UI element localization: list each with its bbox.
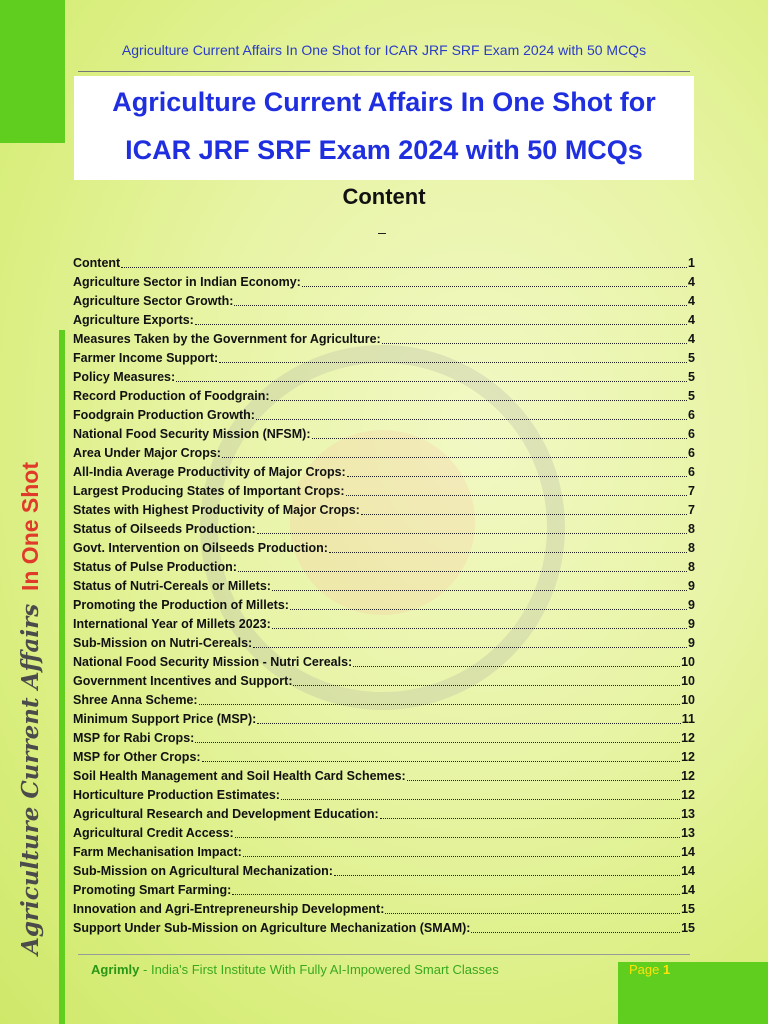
toc-dot-leader <box>235 825 680 838</box>
toc-entry-label: Agriculture Sector Growth: <box>73 294 234 308</box>
toc-entry-label: Status of Pulse Production: <box>73 560 237 574</box>
toc-dot-leader <box>199 692 681 705</box>
toc-entry[interactable] <box>73 634 695 653</box>
toc-entry-page: 14 <box>681 883 695 897</box>
toc-entry-label: MSP for Other Crops: <box>73 750 201 764</box>
toc-entry-label: Sub-Mission on Agricultural Mechanization: <box>73 864 333 878</box>
toc-entry[interactable] <box>73 843 695 862</box>
toc-dot-leader <box>256 407 687 420</box>
toc-entry-label: Record Production of Foodgrain: <box>73 389 270 403</box>
toc-entry[interactable] <box>73 558 695 577</box>
toc-dot-leader <box>329 540 687 553</box>
page-number <box>629 962 670 977</box>
toc-entry-page: 5 <box>688 389 695 403</box>
toc-entry-page: 9 <box>688 617 695 631</box>
toc-entry[interactable] <box>73 463 695 482</box>
toc-dot-leader <box>232 882 680 895</box>
toc-entry[interactable] <box>73 672 695 691</box>
page-label: Page <box>629 962 663 977</box>
toc-entry-page: 15 <box>681 921 695 935</box>
toc-entry-label: Largest Producing States of Important Crops: <box>73 484 345 498</box>
toc-entry-page: 14 <box>681 864 695 878</box>
toc-entry-label: Horticulture Production Estimates: <box>73 788 280 802</box>
toc-entry-label: Govt. Intervention on Oilseeds Production: <box>73 541 328 555</box>
toc-dot-leader <box>271 388 688 401</box>
toc-entry-label: Agriculture Exports: <box>73 313 194 327</box>
toc-entry-label: Agricultural Credit Access: <box>73 826 234 840</box>
toc-entry-page: 14 <box>681 845 695 859</box>
toc-entry-page: 11 <box>681 712 695 726</box>
toc-dot-leader <box>121 255 687 268</box>
toc-entry[interactable] <box>73 406 695 425</box>
toc-entry-page: 8 <box>688 560 695 574</box>
toc-dot-leader <box>382 331 687 344</box>
toc-entry-label: States with Highest Productivity of Major Crops: <box>73 503 360 517</box>
toc-dot-leader <box>361 502 687 515</box>
toc-dot-leader <box>312 426 688 439</box>
toc-dot-leader <box>380 806 680 819</box>
toc-entry-page: 13 <box>681 826 695 840</box>
toc-entry[interactable] <box>73 311 695 330</box>
toc-entry[interactable] <box>73 444 695 463</box>
footer-text <box>91 962 499 977</box>
toc-entry-page: 12 <box>681 788 695 802</box>
toc-entry-label: Content <box>73 256 121 270</box>
toc-dot-leader <box>176 369 687 382</box>
toc-entry-page: 4 <box>688 294 695 308</box>
toc-dot-leader <box>195 730 680 743</box>
footer-tagline: - India's First Institute With Fully AI-Impowered Smart Classes <box>139 962 499 977</box>
toc-entry[interactable] <box>73 805 695 824</box>
toc-entry-page: 5 <box>688 370 695 384</box>
toc-dot-leader <box>257 521 687 534</box>
toc-entry-label: Sub-Mission on Nutri-Cereals: <box>73 636 253 650</box>
toc-dot-leader <box>234 293 687 306</box>
toc-dot-leader <box>243 844 680 857</box>
toc-entry-page: 4 <box>688 332 695 346</box>
toc-entry-page: 10 <box>681 655 695 669</box>
toc-entry-page: 8 <box>688 522 695 536</box>
toc-dot-leader <box>272 616 687 629</box>
toc-entry-page: 12 <box>681 731 695 745</box>
page-number-value: 1 <box>662 962 671 977</box>
toc-entry-label: National Food Security Mission (NFSM): <box>73 427 311 441</box>
toc-dot-leader <box>293 673 680 686</box>
toc-entry-label: MSP for Rabi Crops: <box>73 731 195 745</box>
toc-entry-page: 1 <box>688 256 695 270</box>
toc-entry-label: Innovation and Agri-Entrepreneurship Development: <box>73 902 385 916</box>
toc-entry-page: 9 <box>688 598 695 612</box>
toc-entry[interactable] <box>73 824 695 843</box>
footer-divider <box>78 954 690 955</box>
toc-entry-label: Measures Taken by the Government for Agriculture: <box>73 332 381 346</box>
title-line-2: ICAR JRF SRF Exam 2024 with 50 MCQs <box>125 135 643 165</box>
toc-dot-leader <box>407 768 680 781</box>
toc-entry[interactable] <box>73 254 695 273</box>
toc-entry-page: 6 <box>688 408 695 422</box>
title-box <box>74 76 694 180</box>
toc-entry[interactable] <box>73 425 695 444</box>
toc-dot-leader <box>222 445 687 458</box>
toc-entry-label: All-India Average Productivity of Major Crops: <box>73 465 346 479</box>
toc-entry[interactable] <box>73 615 695 634</box>
toc-dot-leader <box>353 654 680 667</box>
side-banner-red-text: In One Shot <box>17 461 43 592</box>
toc-entry-page: 15 <box>681 902 695 916</box>
toc-entry[interactable] <box>73 387 695 406</box>
toc-entry[interactable] <box>73 577 695 596</box>
toc-entry[interactable] <box>73 881 695 900</box>
toc-dot-leader <box>202 749 681 762</box>
toc-entry[interactable] <box>73 292 695 311</box>
toc-entry-label: Agricultural Research and Development Education: <box>73 807 379 821</box>
toc-entry[interactable] <box>73 729 695 748</box>
toc-entry-label: Minimum Support Price (MSP): <box>73 712 257 726</box>
toc-entry[interactable] <box>73 501 695 520</box>
toc-entry[interactable] <box>73 919 695 938</box>
toc-entry-page: 12 <box>681 769 695 783</box>
green-side-bar <box>59 330 65 1024</box>
table-of-contents <box>73 254 695 938</box>
toc-entry[interactable] <box>73 862 695 881</box>
toc-entry-label: Status of Nutri-Cereals or Millets: <box>73 579 271 593</box>
toc-dot-leader <box>385 901 680 914</box>
toc-entry[interactable] <box>73 520 695 539</box>
toc-entry-label: Farm Mechanisation Impact: <box>73 845 242 859</box>
toc-entry[interactable] <box>73 900 695 919</box>
toc-entry[interactable] <box>73 596 695 615</box>
toc-entry-page: 6 <box>688 427 695 441</box>
toc-entry-page: 7 <box>688 484 695 498</box>
toc-dot-leader <box>257 711 680 724</box>
toc-entry[interactable] <box>73 349 695 368</box>
toc-dot-leader <box>195 312 687 325</box>
toc-entry-page: 6 <box>688 446 695 460</box>
toc-entry-label: Policy Measures: <box>73 370 176 384</box>
toc-entry-page: 10 <box>681 693 695 707</box>
toc-entry[interactable] <box>73 539 695 558</box>
toc-entry-page: 8 <box>688 541 695 555</box>
side-banner <box>15 462 46 955</box>
toc-entry-label: Foodgrain Production Growth: <box>73 408 255 422</box>
toc-entry[interactable] <box>73 330 695 349</box>
toc-entry-label: Government Incentives and Support: <box>73 674 293 688</box>
toc-entry-label: Agriculture Sector in Indian Economy: <box>73 275 301 289</box>
toc-entry-page: 4 <box>688 275 695 289</box>
toc-entry-label: Farmer Income Support: <box>73 351 219 365</box>
toc-dot-leader <box>238 559 687 572</box>
toc-dot-leader <box>302 274 687 287</box>
heading-mark <box>378 233 386 234</box>
toc-entry[interactable] <box>73 368 695 387</box>
footer-brand: Agrimly <box>91 962 140 977</box>
toc-entry-page: 6 <box>688 465 695 479</box>
toc-dot-leader <box>290 597 687 610</box>
toc-entry-label: Status of Oilseeds Production: <box>73 522 256 536</box>
toc-entry[interactable] <box>73 691 695 710</box>
header-divider <box>78 71 690 72</box>
toc-entry[interactable] <box>73 710 695 729</box>
toc-entry-page: 12 <box>681 750 695 764</box>
toc-entry-label: Shree Anna Scheme: <box>73 693 198 707</box>
toc-entry[interactable] <box>73 273 695 292</box>
content-heading: Content <box>342 184 426 209</box>
toc-dot-leader <box>281 787 680 800</box>
toc-entry-label: National Food Security Mission - Nutri Cereals: <box>73 655 353 669</box>
toc-entry-label: Support Under Sub-Mission on Agriculture Mechanization (SMAM): <box>73 921 471 935</box>
toc-entry-page: 13 <box>681 807 695 821</box>
toc-dot-leader <box>347 464 687 477</box>
toc-entry-page: 5 <box>688 351 695 365</box>
toc-entry-label: International Year of Millets 2023: <box>73 617 271 631</box>
toc-dot-leader <box>471 920 680 933</box>
side-banner-script-text: Agriculture Current Affairs <box>17 603 44 955</box>
toc-entry-label: Area Under Major Crops: <box>73 446 221 460</box>
green-corner-block <box>0 0 65 143</box>
toc-entry-page: 9 <box>688 636 695 650</box>
title-line-1: Agriculture Current Affairs In One Shot for <box>112 87 656 117</box>
toc-entry-page: 7 <box>688 503 695 517</box>
toc-entry-label: Promoting Smart Farming: <box>73 883 232 897</box>
toc-entry-page: 9 <box>688 579 695 593</box>
toc-entry[interactable] <box>73 653 695 672</box>
toc-dot-leader <box>272 578 687 591</box>
running-header: Agriculture Current Affairs In One Shot for ICAR JRF SRF Exam 2024 with 50 MCQs <box>121 42 647 58</box>
toc-entry[interactable] <box>73 767 695 786</box>
toc-entry[interactable] <box>73 748 695 767</box>
toc-dot-leader <box>219 350 687 363</box>
toc-dot-leader <box>334 863 680 876</box>
toc-entry-label: Promoting the Production of Millets: <box>73 598 289 612</box>
toc-entry[interactable] <box>73 786 695 805</box>
toc-entry-page: 4 <box>688 313 695 327</box>
toc-entry-label: Soil Health Management and Soil Health Card Schemes: <box>73 769 406 783</box>
toc-dot-leader <box>253 635 687 648</box>
toc-entry-page: 10 <box>681 674 695 688</box>
toc-dot-leader <box>346 483 687 496</box>
toc-entry[interactable] <box>73 482 695 501</box>
